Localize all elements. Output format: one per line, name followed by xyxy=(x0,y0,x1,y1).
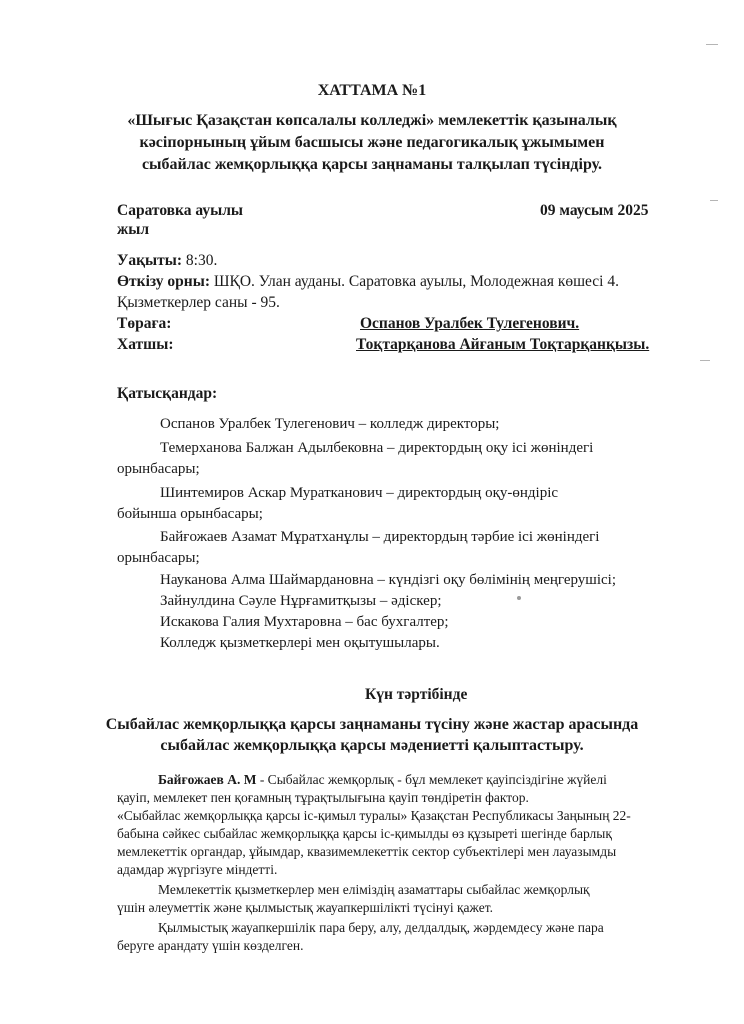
agenda-heading: Күн тәртібінде xyxy=(365,686,468,703)
speech-line: «Сыбайлас жемқорлыққа қарсы іс-қимыл туралы» Қазақстан Республикасы Заңының 22- xyxy=(117,808,631,823)
speech-line: бабына сәйкес сыбайлас жемқорлыққа қарсы іс-қимылды өз құзыреті шегінде барлық xyxy=(117,826,612,841)
venue-value: ШҚО. Улан ауданы. Саратовка ауылы, Молодежная көшесі 4. xyxy=(210,273,619,290)
time-value: 8:30. xyxy=(182,252,218,269)
agenda-topic-line-2: сыбайлас жемқорлыққа қарсы мәдениетті қалыптастыру. xyxy=(160,737,584,754)
speech-text: - Сыбайлас жемқорлық - бұл мемлекет қауіпсіздігіне жүйелі xyxy=(256,772,607,787)
chair-name: Оспанов Уралбек Тулегенович. xyxy=(360,315,580,332)
speech-first-line xyxy=(158,772,607,788)
time-row xyxy=(117,252,217,270)
document-title: ХАТТАМА №1 xyxy=(317,82,427,99)
speech-line: беруге арандату үшін көзделген. xyxy=(117,938,304,953)
agenda-topic-line-1: Сыбайлас жемқорлыққа қарсы заңнаманы түсіну және жастар арасында xyxy=(105,716,639,733)
participant-line: бойынша орынбасары; xyxy=(117,506,263,522)
time-label: Уақыты: xyxy=(117,252,183,269)
participant-line: орынбасары; xyxy=(117,550,200,566)
participants-heading: Қатысқандар: xyxy=(117,385,218,402)
participant-line: Зайнулдина Сәуле Нұрғамитқызы – әдіскер; xyxy=(160,593,442,609)
participant-line: орынбасары; xyxy=(117,461,200,477)
scan-dot xyxy=(517,596,521,600)
speech-line: адамдар жүргізуге міндетті. xyxy=(117,862,278,877)
speaker-name: Байғожаев А. М xyxy=(158,772,257,787)
speech-line: Қылмыстық жауапкершілік пара беру, алу, делдалдық, жәрдемдесу және пара xyxy=(158,920,604,935)
document-date: 09 маусым 2025 xyxy=(540,202,649,219)
venue-row xyxy=(117,273,619,291)
subtitle-line-1: «Шығыс Қазақстан көпсалалы колледжі» мемлекеттік қазыналық xyxy=(127,112,617,129)
scan-mark xyxy=(700,360,710,361)
speech-line: Мемлекеттік қызметкерлер мен еліміздің азаматтары сыбайлас жемқорлық xyxy=(158,882,590,897)
scan-mark xyxy=(710,200,718,201)
speech-line: үшін әлеуметтік және қылмыстық жауапкершілікті түсінуі қажет. xyxy=(117,900,493,915)
speech-line: мемлекеттік органдар, ұйымдар, квазимемлекеттік сектор субъектілері мен лауазымды xyxy=(117,844,617,859)
scan-mark xyxy=(706,44,718,45)
staff-count: Қызметкерлер саны - 95. xyxy=(117,294,280,311)
subtitle-line-2: кәсіпорнының ұйым басшысы және педагогикалық ұжымымен xyxy=(139,134,605,151)
participant-line: Темерханова Балжан Адылбековна – директордың оқу ісі жөніндегі xyxy=(160,440,594,456)
participant-line: Колледж қызметкерлері мен оқытушылары. xyxy=(160,635,440,651)
secretary-name: Тоқтарқанова Айғаным Тоқтарқанқызы. xyxy=(356,336,650,353)
venue-label: Өткізу орны: xyxy=(117,273,210,290)
participant-line: Оспанов Уралбек Тулегенович – колледж директоры; xyxy=(160,416,500,432)
speech-line: қауіп, мемлекет пен қоғамның тұрақтылығына қауіп төндіретін фактор. xyxy=(117,790,529,805)
place-year: жыл xyxy=(117,221,150,238)
participant-line: Байғожаев Азамат Мұратханұлы – директордың тәрбие ісі жөніндегі xyxy=(160,529,600,545)
participant-line: Шинтемиров Аскар Муратканович – директордың оқу-өндіріс xyxy=(160,485,559,501)
participant-line: Науканова Алма Шаймардановна – күндізгі оқу бөлімінің меңгерушісі; xyxy=(160,572,616,588)
participant-line: Искакова Галия Мухтаровна – бас бухгалтер; xyxy=(160,614,449,630)
place: Саратовка ауылы xyxy=(117,202,243,219)
subtitle-line-3: сыбайлас жемқорлыққа қарсы заңнаманы талқылап түсіндіру. xyxy=(141,156,603,173)
chair-label: Төраға: xyxy=(117,315,172,332)
secretary-label: Хатшы: xyxy=(117,336,174,353)
